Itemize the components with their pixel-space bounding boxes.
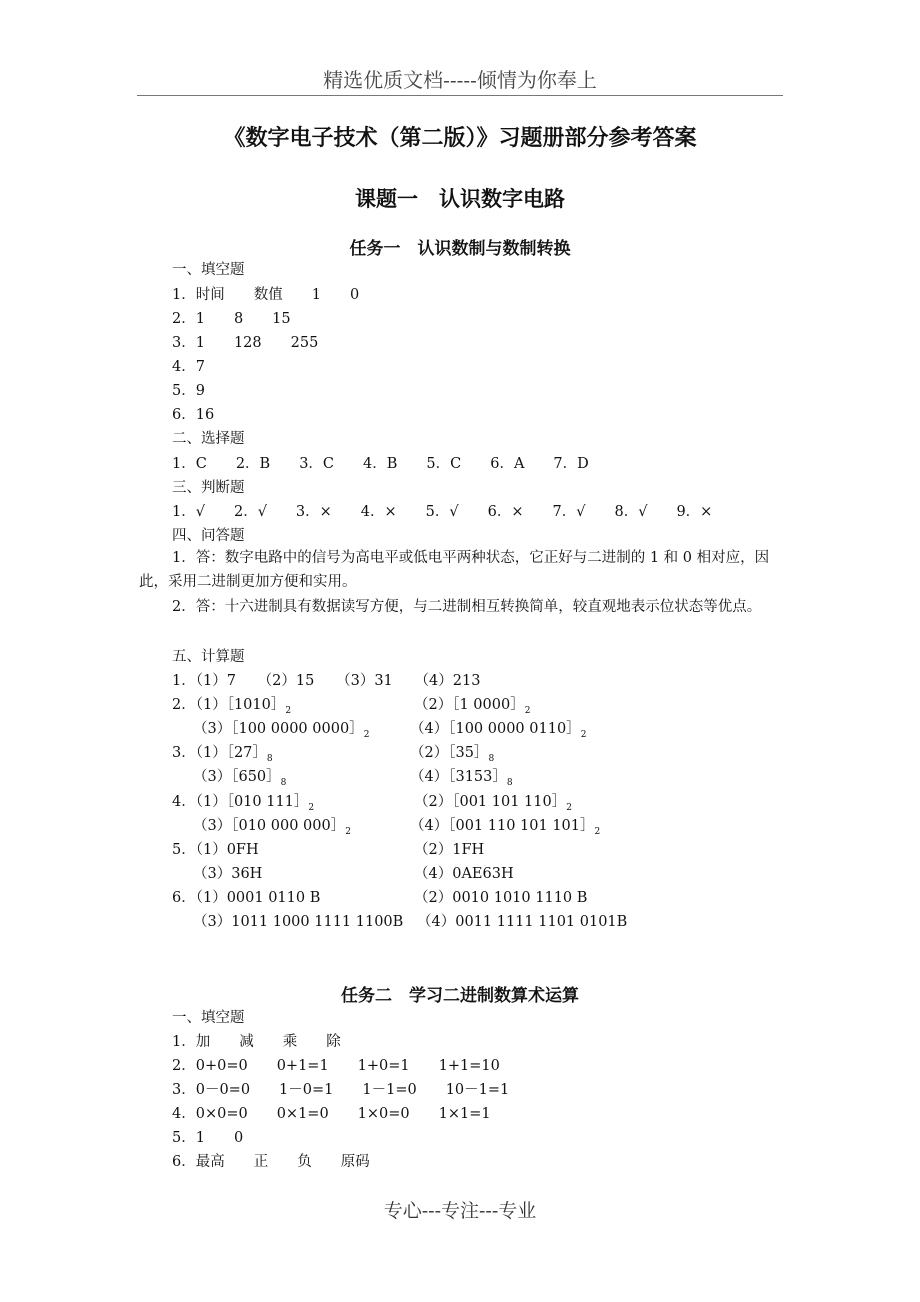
calc-3-3: $(3)[650]_8$	[193, 769, 287, 788]
task1-fill-item: 1．时间 数值 1 0	[172, 287, 360, 303]
task1-calc-answer-1: 1．（1）7 （2）15 （3）31 （4）213	[172, 673, 481, 689]
task1-calc-heading: 五、计算题	[172, 649, 245, 665]
calc-4-4: （4）［001 110 101 $101]_2$	[410, 818, 601, 837]
calc-2-4: （4）［100 0000 $0110]_2$	[410, 721, 587, 740]
task1-qa-answer-2: 2．答：十六进制具有数据读写方便，与二进制相互转换简单，较直观地表示位状态等优点。	[172, 599, 762, 615]
calc-5-2: （2）1FH	[414, 842, 485, 858]
task1-fill-item: 5．9	[172, 383, 205, 399]
task2-fill-item: 5．1 0	[172, 1130, 244, 1146]
calc-6-3: （3）1011 1000 1111 1100B	[193, 914, 404, 930]
calc-5-1: 5．（1）0FH	[172, 842, 259, 858]
calc-5-4: （4）0AE63H	[414, 866, 514, 882]
calc-5-3: （3）36H	[193, 866, 263, 882]
task1-qa-heading: 四、问答题	[172, 528, 245, 544]
calc-4-3: （3）［010 000 $000]_2$	[193, 818, 351, 837]
calc-3-4: $(4)[3153]_8$	[410, 769, 513, 788]
page-footer: 专心---专注---专业	[383, 1200, 537, 1222]
task2-title: 任务二 学习二进制数算术运算	[341, 986, 579, 1006]
calc-6-2: （2）0010 1010 1110 B	[414, 890, 588, 906]
calc-6-1: 6．（1）0001 0110 B	[172, 890, 321, 906]
header-rule	[137, 95, 783, 96]
task1-choice-answers: 1．C 2．B 3．C 4．B 5．C 6．A 7．D	[172, 456, 589, 472]
page-header: 精选优质文档-----倾情为你奉上	[323, 68, 597, 92]
task2-fill-item: 3．0－0=0 1－0=1 1－1=0 10－1=1	[172, 1082, 510, 1098]
calc-4-1: 4．（1）［010 $111]_2$	[172, 794, 315, 813]
task2-fill-item: 6．最高 正 负 原码	[172, 1154, 370, 1170]
task2-fill-item: 4．0×0=0 0×1=0 1×0=0 1×1=1	[172, 1106, 491, 1122]
document-title: 《数字电子技术（第二版）》习题册部分参考答案	[223, 125, 697, 151]
calc-2-2: （2）［1 $0000]_2$	[414, 697, 531, 716]
task1-fill-item: 2．1 8 15	[172, 311, 291, 327]
chapter-title: 课题一 认识数字电路	[355, 186, 565, 211]
task1-fill-item: 6．16	[172, 407, 215, 423]
task1-judge-answers: 1．√ 2．√ 3．× 4．× 5．√ 6．× 7．√ 8．√ 9．×	[172, 504, 713, 520]
calc-2-3: （3）［100 0000 $0000]_2$	[193, 721, 370, 740]
task1-judge-heading: 三、判断题	[172, 480, 245, 496]
task2-fill-item: 1．加 减 乘 除	[172, 1034, 341, 1050]
calc-3-1: 3．$(1)[27]_8$	[172, 745, 273, 764]
calc-4-2: （2）［001 101 $110]_2$	[414, 794, 572, 813]
task2-fill-heading: 一、填空题	[172, 1010, 245, 1026]
task1-qa-answer-1: 1．答：数字电路中的信号为高电平或低电平两种状态，它正好与二进制的 1 和 0 相对应，因此，采用二进制更加方便和实用。	[139, 550, 770, 590]
task1-fill-item: 3．1 128 255	[172, 335, 319, 351]
calc-3-2: $(2)[35]_8$	[410, 745, 495, 764]
calc-2-1: 2．$(1)[1010]_2$	[172, 697, 292, 716]
task1-title: 任务一 认识数制与数制转换	[349, 239, 571, 259]
task1-choice-heading: 二、选择题	[172, 431, 245, 447]
task1-fill-item: 4．7	[172, 359, 205, 375]
task2-fill-item: 2．0+0=0 0+1=1 1+0=1 1+1=10	[172, 1058, 500, 1074]
task1-fill-heading: 一、填空题	[172, 262, 245, 278]
calc-6-4: （4）0011 1111 1101 0101B	[417, 914, 628, 930]
